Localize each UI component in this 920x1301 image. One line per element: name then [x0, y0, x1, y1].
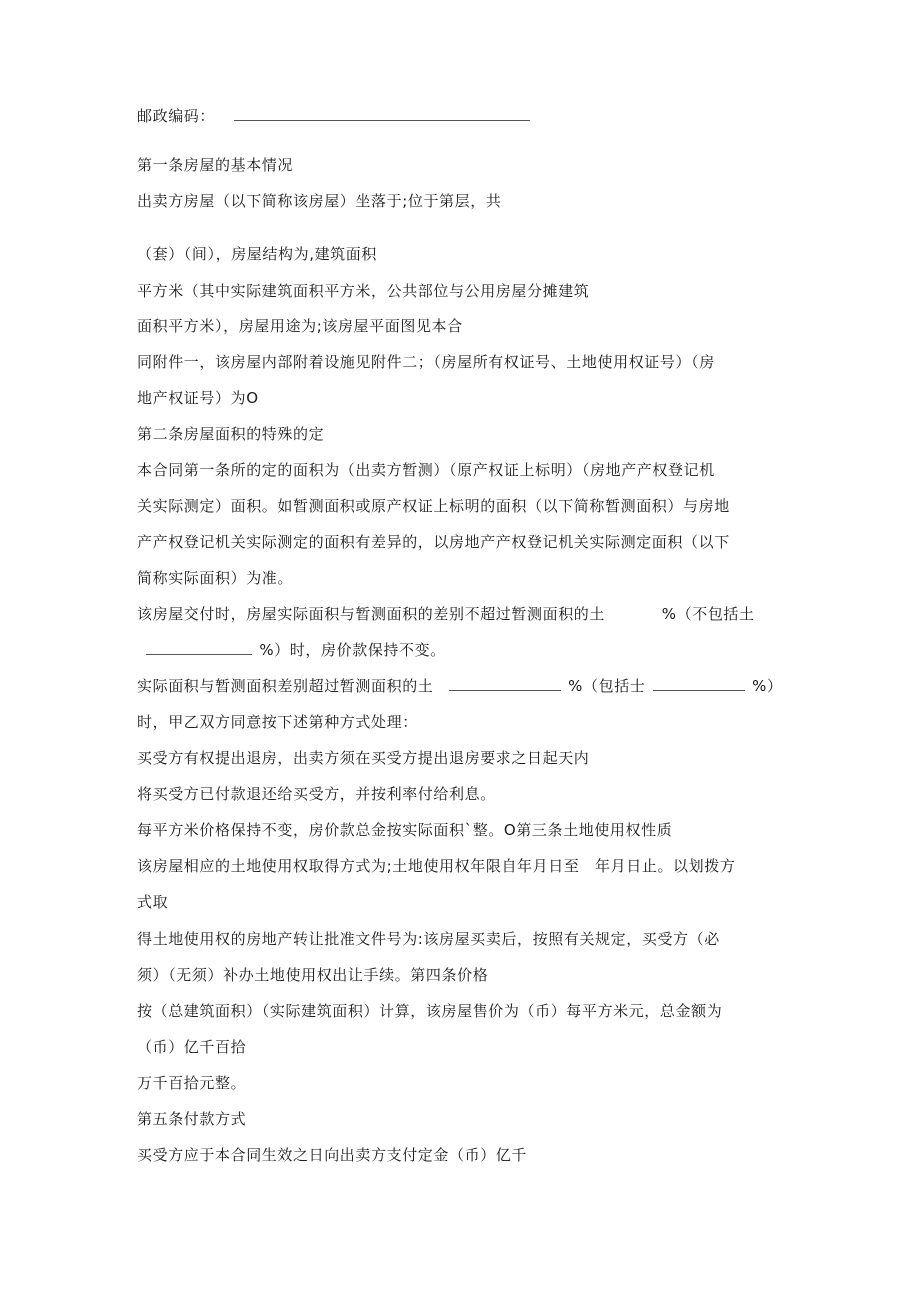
section-1-title: 第一条房屋的基本情况 [137, 156, 294, 174]
excess-line [137, 676, 783, 696]
paragraph-line: 本合同第一条所的定的面积为（出卖方暂测）（原产权证上标明）（房地产产权登记机 [137, 461, 715, 479]
paragraph-line: 出卖方房屋（以下简称该房屋）坐落于;位于第层，共 [137, 192, 502, 210]
excess-blank-1 [449, 678, 561, 691]
excess-end-text: %） [752, 677, 783, 695]
paragraph-line: 该房屋相应的土地使用权取得方式为;土地使用权年限自年月日至 年月日止。以划拨方 [137, 857, 736, 875]
postal-code-line [137, 106, 532, 126]
paragraph-line: 产产权登记机关实际测定的面积有差异的，以房地产产权登记机关实际测定面积（以下 [137, 533, 730, 551]
paragraph-line: 按（总建筑面积）（实际建筑面积）计算，该房屋售价为（币）每平方米元，总金额为 [137, 1002, 723, 1020]
paragraph-line: 时，甲乙双方同意按下述第种方式处理： [137, 713, 418, 731]
paragraph-line: 每平方米价格保持不变，房价款总金按实际面积`整。O第三条土地使用权性质 [137, 821, 673, 839]
paragraph-line: 平方米（其中实际建筑面积平方米，公共部位与公用房屋分摊建筑 [137, 282, 590, 300]
postal-code-label: 邮政编码： [137, 107, 216, 125]
paragraph-line: 式取 [137, 893, 169, 911]
paragraph-line: 面积平方米），房屋用途为;该房屋平面图见本合 [137, 317, 463, 335]
excess-text: 实际面积与暂测面积差别超过暂测面积的土 [137, 677, 434, 695]
paragraph-line: 关实际测定）面积。如暂测面积或原产权证上标明的面积（以下简称暂测面积）与房地 [137, 497, 730, 515]
section-5-title: 第五条付款方式 [137, 1110, 247, 1128]
paragraph-line: 将买受方已付款退还给买受方，并按利率付给利息。 [137, 785, 496, 803]
paragraph-line: 地产权证号）为O [137, 389, 259, 407]
tolerance-text: 该房屋交付时，房屋实际面积与暂测面积的差别不超过暂测面积的土 [137, 605, 606, 623]
excess-mid-text: %（包括士 [568, 677, 646, 695]
tolerance-pct-text: %（不包括土 [661, 605, 755, 623]
tolerance-end-text: %）时，房价款保持不变。 [259, 641, 446, 659]
tolerance-line-a [137, 604, 755, 624]
paragraph-line: （币）亿千百拾 [137, 1038, 247, 1056]
tolerance-line-b [144, 640, 446, 660]
paragraph-line: 同附件一，该房屋内部附着设施见附件二；（房屋所有权证号、土地使用权证号）（房 [137, 353, 715, 371]
postal-code-blank [234, 108, 530, 121]
paragraph-line: 简称实际面积）为准。 [137, 569, 294, 587]
tolerance-blank [146, 642, 252, 655]
section-2-title: 第二条房屋面积的特殊的定 [137, 425, 325, 443]
paragraph-line: 买受方应于本合同生效之日向出卖方支付定金（币）亿千 [137, 1146, 528, 1164]
paragraph-line: 万千百拾元整。 [137, 1074, 247, 1092]
paragraph-line: 买受方有权提出退房，出卖方须在买受方提出退房要求之日起天内 [137, 749, 590, 767]
paragraph-line: 得土地使用权的房地产转让批准文件号为:该房屋买卖后，按照有关规定，买受方（必 [137, 930, 720, 948]
excess-blank-2 [653, 678, 745, 691]
paragraph-line: 须）（无须）补办土地使用权出让手续。第四条价格 [137, 966, 489, 984]
paragraph-line: （套）（间），房屋结构为,建筑面积 [137, 245, 377, 263]
